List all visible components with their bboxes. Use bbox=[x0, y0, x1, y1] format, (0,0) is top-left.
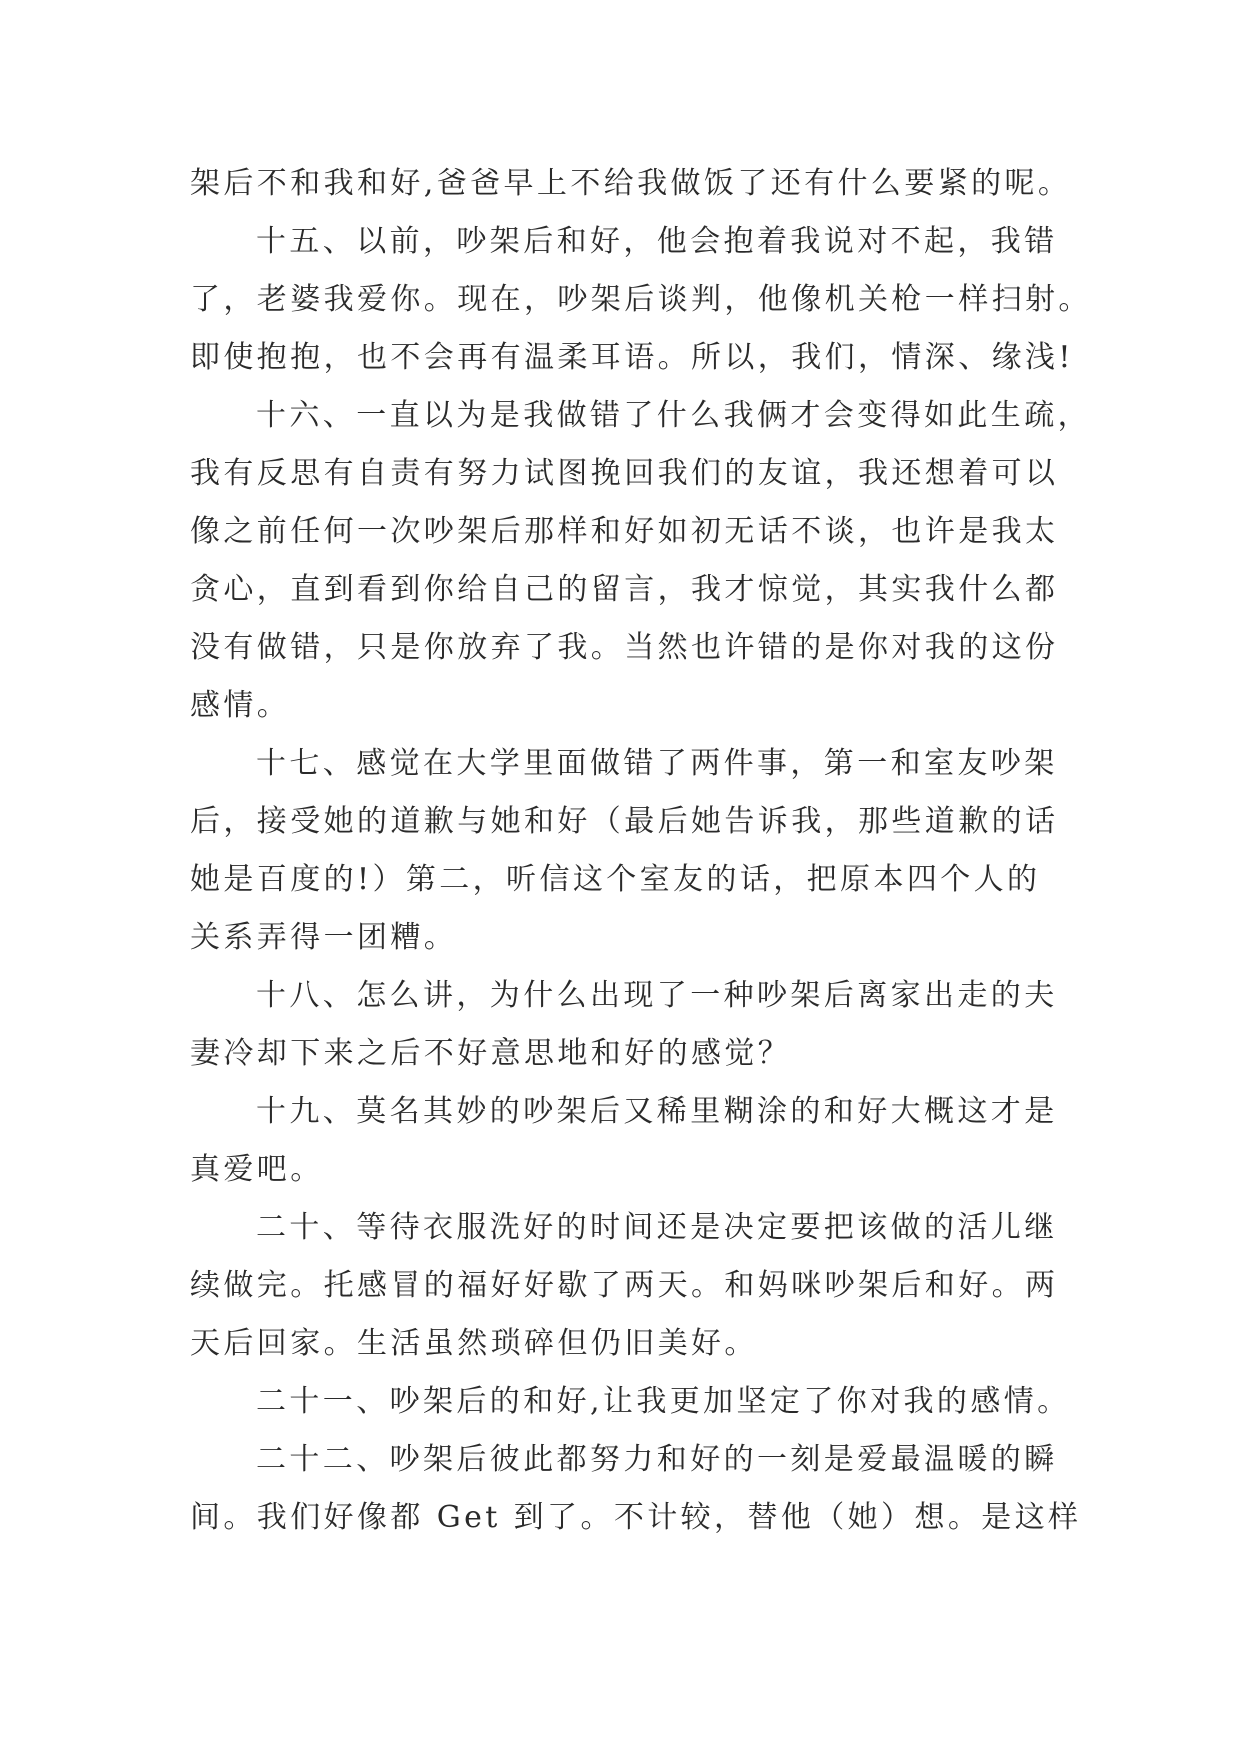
text-line: 关系弄得一团糟。 bbox=[190, 920, 458, 955]
text-line: 了，老婆我爱你。现在，吵架后谈判，他像机关枪一样扫射。 bbox=[190, 282, 1092, 317]
text-line: 续做完。托感冒的福好好歇了两天。和妈咪吵架后和好。两 bbox=[190, 1268, 1059, 1303]
text-line: 十八、怎么讲，为什么出现了一种吵架后离家出走的夫 bbox=[256, 978, 1058, 1013]
text-line: 后，接受她的道歉与她和好（最后她告诉我，那些道歉的话 bbox=[190, 804, 1059, 839]
text-line: 十六、一直以为是我做错了什么我俩才会变得如此生疏， bbox=[256, 398, 1091, 433]
text-line: 妻冷却下来之后不好意思地和好的感觉？ bbox=[190, 1036, 792, 1071]
text-line: 她是百度的!）第二，听信这个室友的话，把原本四个人的 bbox=[190, 862, 1041, 897]
text-line: 十五、以前，吵架后和好，他会抱着我说对不起，我错 bbox=[256, 224, 1058, 259]
text-line: 间。我们好像都 Get 到了。不计较，替他（她）想。是这样 bbox=[190, 1500, 1082, 1535]
text-line: 贪心，直到看到你给自己的留言，我才惊觉，其实我什么都 bbox=[190, 572, 1059, 607]
text-line: 像之前任何一次吵架后那样和好如初无话不谈，也许是我太 bbox=[190, 514, 1059, 549]
text-line: 十九、莫名其妙的吵架后又稀里糊涂的和好大概这才是 bbox=[256, 1094, 1058, 1129]
text-line: 二十一、吵架后的和好,让我更加坚定了你对我的感情。 bbox=[256, 1384, 1071, 1419]
text-line: 天后回家。生活虽然琐碎但仍旧美好。 bbox=[190, 1326, 758, 1361]
text-line: 架后不和我和好,爸爸早上不给我做饭了还有什么要紧的呢。 bbox=[190, 166, 1072, 201]
text-line: 真爱吧。 bbox=[190, 1152, 324, 1187]
text-line: 二十二、吵架后彼此都努力和好的一刻是爱最温暖的瞬 bbox=[256, 1442, 1058, 1477]
text-line: 二十、等待衣服洗好的时间还是决定要把该做的活儿继 bbox=[256, 1210, 1058, 1245]
text-line: 没有做错，只是你放弃了我。当然也许错的是你对我的这份 bbox=[190, 630, 1059, 665]
document-body bbox=[190, 155, 1092, 1547]
text-line: 即使抱抱，也不会再有温柔耳语。所以，我们，情深、缘浅! bbox=[190, 340, 1074, 375]
text-line: 十七、感觉在大学里面做错了两件事，第一和室友吵架 bbox=[256, 746, 1058, 781]
text-line: 我有反思有自责有努力试图挽回我们的友谊，我还想着可以 bbox=[190, 456, 1059, 491]
text-line: 感情。 bbox=[190, 688, 291, 723]
